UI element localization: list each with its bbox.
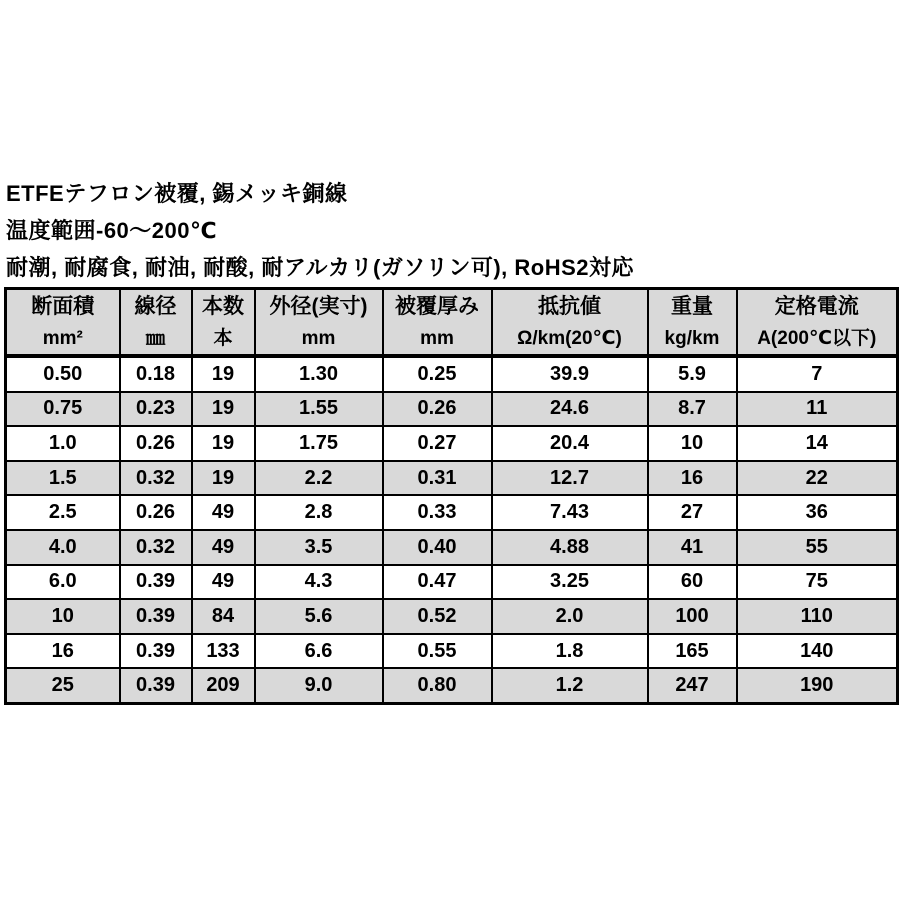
column-unit: A(200℃以下) xyxy=(757,327,877,349)
column-unit: mm xyxy=(420,327,454,349)
table-cell-rated-current: 36 xyxy=(737,495,898,530)
column-label: 定格電流 xyxy=(774,294,859,318)
table-cell-strand-count: 49 xyxy=(192,530,255,565)
table-cell-strand-count: 19 xyxy=(192,392,255,427)
table-cell-outer-diameter: 4.3 xyxy=(255,565,383,600)
table-cell-outer-diameter: 6.6 xyxy=(255,634,383,669)
table-row xyxy=(6,392,898,427)
column-label: 被覆厚み xyxy=(395,294,479,318)
table-cell-outer-diameter: 9.0 xyxy=(255,668,383,703)
table-cell-wire-diameter: 0.39 xyxy=(120,599,192,634)
table-cell-weight: 60 xyxy=(648,565,737,600)
table-cell-wire-diameter: 0.18 xyxy=(120,356,192,392)
table-cell-strand-count: 19 xyxy=(192,426,255,461)
table-cell-resistance: 4.88 xyxy=(492,530,648,565)
table-cell-insulation-thickness: 0.26 xyxy=(383,392,492,427)
table-cell-cross-section: 25 xyxy=(6,668,120,703)
table-cell-insulation-thickness: 0.55 xyxy=(383,634,492,669)
table-cell-wire-diameter: 0.26 xyxy=(120,426,192,461)
table-cell-insulation-thickness: 0.25 xyxy=(383,356,492,392)
column-header-strand-count xyxy=(192,289,255,357)
table-cell-strand-count: 19 xyxy=(192,461,255,496)
table-cell-insulation-thickness: 0.80 xyxy=(383,668,492,703)
table-cell-wire-diameter: 0.23 xyxy=(120,392,192,427)
table-cell-insulation-thickness: 0.31 xyxy=(383,461,492,496)
table-row xyxy=(6,530,898,565)
table-cell-resistance: 7.43 xyxy=(492,495,648,530)
table-cell-weight: 10 xyxy=(648,426,737,461)
table-cell-strand-count: 49 xyxy=(192,565,255,600)
table-cell-insulation-thickness: 0.52 xyxy=(383,599,492,634)
table-cell-insulation-thickness: 0.27 xyxy=(383,426,492,461)
table-cell-outer-diameter: 5.6 xyxy=(255,599,383,634)
table-cell-cross-section: 0.50 xyxy=(6,356,120,392)
table-cell-wire-diameter: 0.32 xyxy=(120,530,192,565)
column-header-cross-section xyxy=(6,289,120,357)
table-cell-resistance: 39.9 xyxy=(492,356,648,392)
table-cell-outer-diameter: 2.8 xyxy=(255,495,383,530)
table-cell-cross-section: 1.5 xyxy=(6,461,120,496)
product-title: ETFEテフロン被覆, 錫メッキ銅線 xyxy=(6,181,348,206)
column-header-resistance xyxy=(492,289,648,357)
table-cell-cross-section: 0.75 xyxy=(6,392,120,427)
column-header-outer-diameter xyxy=(255,289,383,357)
table-row xyxy=(6,495,898,530)
table-cell-resistance: 20.4 xyxy=(492,426,648,461)
table-cell-insulation-thickness: 0.47 xyxy=(383,565,492,600)
table-cell-insulation-thickness: 0.40 xyxy=(383,530,492,565)
column-unit: Ω/km(20℃) xyxy=(517,327,622,349)
column-header-insulation-thickness xyxy=(383,289,492,357)
column-unit: kg/km xyxy=(664,327,720,349)
table-cell-weight: 5.9 xyxy=(648,356,737,392)
durability-compliance-text: 耐潮, 耐腐食, 耐油, 耐酸, 耐アルカリ(ガソリン可), RoHS2対応 xyxy=(6,255,635,280)
column-unit: ㎜ xyxy=(145,327,165,349)
table-row xyxy=(6,461,898,496)
table-cell-rated-current: 7 xyxy=(737,356,898,392)
table-cell-insulation-thickness: 0.33 xyxy=(383,495,492,530)
table-cell-resistance: 24.6 xyxy=(492,392,648,427)
column-label: 線径 xyxy=(134,294,177,318)
table-cell-weight: 41 xyxy=(648,530,737,565)
table-cell-resistance: 2.0 xyxy=(492,599,648,634)
table-cell-cross-section: 1.0 xyxy=(6,426,120,461)
table-cell-weight: 165 xyxy=(648,634,737,669)
column-label: 抵抗値 xyxy=(538,294,601,318)
header-row xyxy=(6,289,898,357)
table-cell-cross-section: 4.0 xyxy=(6,530,120,565)
column-unit: 本 xyxy=(213,327,233,349)
column-label: 本数 xyxy=(202,294,244,318)
table-cell-outer-diameter: 1.55 xyxy=(255,392,383,427)
column-label: 断面積 xyxy=(31,294,95,318)
table-cell-resistance: 1.8 xyxy=(492,634,648,669)
table-row xyxy=(6,599,898,634)
table-cell-strand-count: 49 xyxy=(192,495,255,530)
table-cell-wire-diameter: 0.39 xyxy=(120,668,192,703)
table-cell-outer-diameter: 1.30 xyxy=(255,356,383,392)
table-cell-strand-count: 209 xyxy=(192,668,255,703)
column-label: 外径(実寸) xyxy=(269,294,368,318)
table-cell-wire-diameter: 0.32 xyxy=(120,461,192,496)
table-cell-weight: 27 xyxy=(648,495,737,530)
table-cell-cross-section: 10 xyxy=(6,599,120,634)
spec-table-body xyxy=(6,356,898,703)
table-cell-resistance: 3.25 xyxy=(492,565,648,600)
table-cell-weight: 100 xyxy=(648,599,737,634)
table-cell-cross-section: 6.0 xyxy=(6,565,120,600)
table-row xyxy=(6,634,898,669)
table-cell-resistance: 12.7 xyxy=(492,461,648,496)
table-cell-wire-diameter: 0.26 xyxy=(120,495,192,530)
table-cell-weight: 8.7 xyxy=(648,392,737,427)
table-cell-strand-count: 19 xyxy=(192,356,255,392)
column-label: 重量 xyxy=(671,294,713,318)
table-cell-rated-current: 140 xyxy=(737,634,898,669)
table-cell-rated-current: 55 xyxy=(737,530,898,565)
table-cell-rated-current: 11 xyxy=(737,392,898,427)
table-cell-outer-diameter: 3.5 xyxy=(255,530,383,565)
table-cell-outer-diameter: 2.2 xyxy=(255,461,383,496)
table-row xyxy=(6,426,898,461)
table-row xyxy=(6,565,898,600)
temperature-range-text: 温度範囲-60〜200℃ xyxy=(6,218,218,243)
table-cell-wire-diameter: 0.39 xyxy=(120,565,192,600)
table-cell-rated-current: 75 xyxy=(737,565,898,600)
column-header-rated-current xyxy=(737,289,898,357)
title-block xyxy=(6,175,634,286)
table-cell-rated-current: 22 xyxy=(737,461,898,496)
column-header-wire-diameter xyxy=(120,289,192,357)
column-unit: mm xyxy=(301,327,336,349)
table-cell-rated-current: 14 xyxy=(737,426,898,461)
table-cell-wire-diameter: 0.39 xyxy=(120,634,192,669)
table-cell-outer-diameter: 1.75 xyxy=(255,426,383,461)
table-row xyxy=(6,356,898,392)
table-cell-strand-count: 84 xyxy=(192,599,255,634)
column-header-weight xyxy=(648,289,737,357)
table-cell-weight: 247 xyxy=(648,668,737,703)
table-cell-weight: 16 xyxy=(648,461,737,496)
table-row xyxy=(6,668,898,703)
table-cell-rated-current: 110 xyxy=(737,599,898,634)
table-cell-cross-section: 2.5 xyxy=(6,495,120,530)
table-cell-resistance: 1.2 xyxy=(492,668,648,703)
table-cell-strand-count: 133 xyxy=(192,634,255,669)
column-unit: mm² xyxy=(42,327,83,349)
spec-table-head xyxy=(6,289,898,357)
wire-spec-table xyxy=(4,287,899,705)
table-cell-cross-section: 16 xyxy=(6,634,120,669)
table-cell-rated-current: 190 xyxy=(737,668,898,703)
